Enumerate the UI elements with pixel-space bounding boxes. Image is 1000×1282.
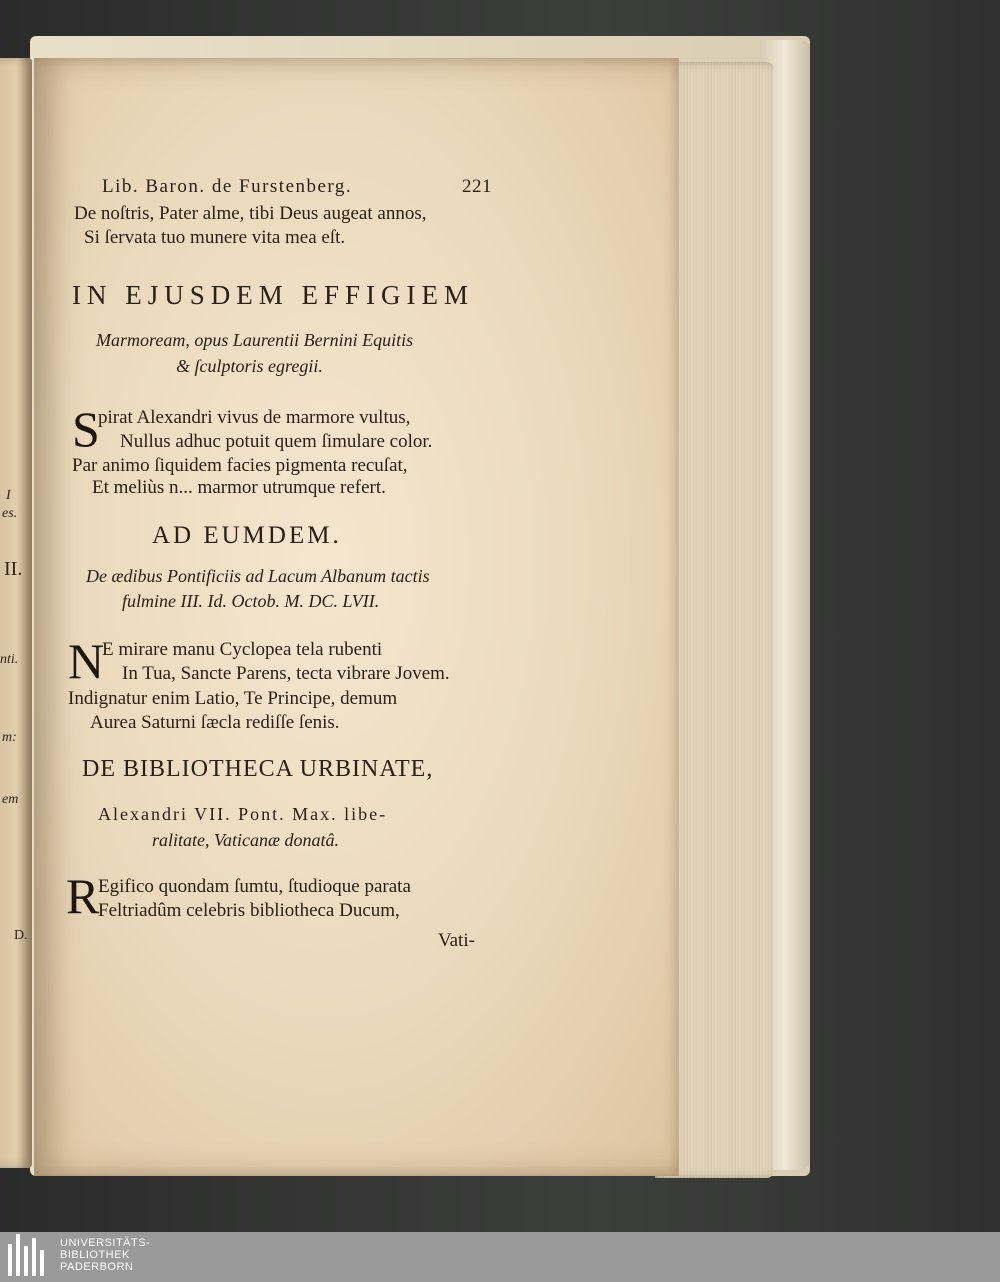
verse-line: Feltriadûm celebris bibliotheca Ducum, [98,900,400,921]
verse-line: Nullus adhuc potuit quem ſimulare color. [120,431,433,452]
verse-line: pirat Alexandri vivus de marmore vultus, [98,407,411,428]
section-subtitle: & ſculptoris egregii. [176,356,323,376]
catchword: Vati- [438,930,475,951]
library-footer [0,1232,1000,1282]
left-page-fragment: nti. [0,652,19,667]
section-subtitle: De ædibus Pontificiis ad Lacum Albanum tactis [86,566,430,586]
verse-line: De noſtris, Pater alme, tibi Deus augeat annos, [74,203,427,224]
section-subtitle: fulmine III. Id. Octob. M. DC. LVII. [122,591,380,611]
section-heading: DE BIBLIOTHECA URBINATE, [82,756,434,782]
drop-cap: R [66,868,100,924]
running-head [102,176,492,198]
left-page-fragment: II. [4,558,23,580]
drop-cap: N [68,633,105,689]
section-subtitle: Alexandri VII. Pont. Max. libe- [98,804,388,824]
section-heading: AD EUMDEM. [152,522,342,549]
verse-line: E mirare manu Cyclopea tela rubenti [102,639,383,660]
section-subtitle: Marmoream, opus Laurentii Bernini Equitis [96,330,414,350]
running-head-title: Lib. Baron. de Furstenberg. [102,176,353,197]
verse-line: Si ſervata tuo munere vita mea eſt. [84,227,346,248]
verse-line: Par animo ſiquidem facies pigmenta recuſat, [72,455,408,476]
section-subtitle: ralitate, Vaticanæ donatâ. [152,830,339,850]
library-name-line: UNIVERSITÄTS- [60,1237,151,1249]
left-page-fragment: D. [14,928,28,943]
verse-line: Aurea Saturni ſæcla rediſſe ſenis. [90,712,340,733]
verse-line: Egifico quondam ſumtu, ſtudioque parata [98,876,411,897]
library-logo-icon [6,1236,48,1278]
section-heading: IN EJUSDEM EFFIGIEM [72,280,475,310]
page-number: 221 [462,176,492,197]
left-page-fragment: em [2,792,19,807]
library-name [60,1237,150,1273]
library-name-line: BIBLIOTHEK [60,1249,130,1261]
left-page-fragment: m: [2,730,17,745]
drop-cap: S [72,401,100,457]
verse-line: Et meliùs n... marmor utrumque refert. [92,477,386,498]
left-page-fragment: es. [2,506,18,521]
verse-line: In Tua, Sancte Parens, tecta vibrare Jovem. [122,663,450,684]
left-page-fragment: I [6,488,11,503]
right-page [34,58,679,1176]
verse-line: Indignatur enim Latio, Te Principe, demum [68,688,398,709]
left-page [0,58,32,1168]
library-name-line: PADERBORN [60,1261,134,1273]
